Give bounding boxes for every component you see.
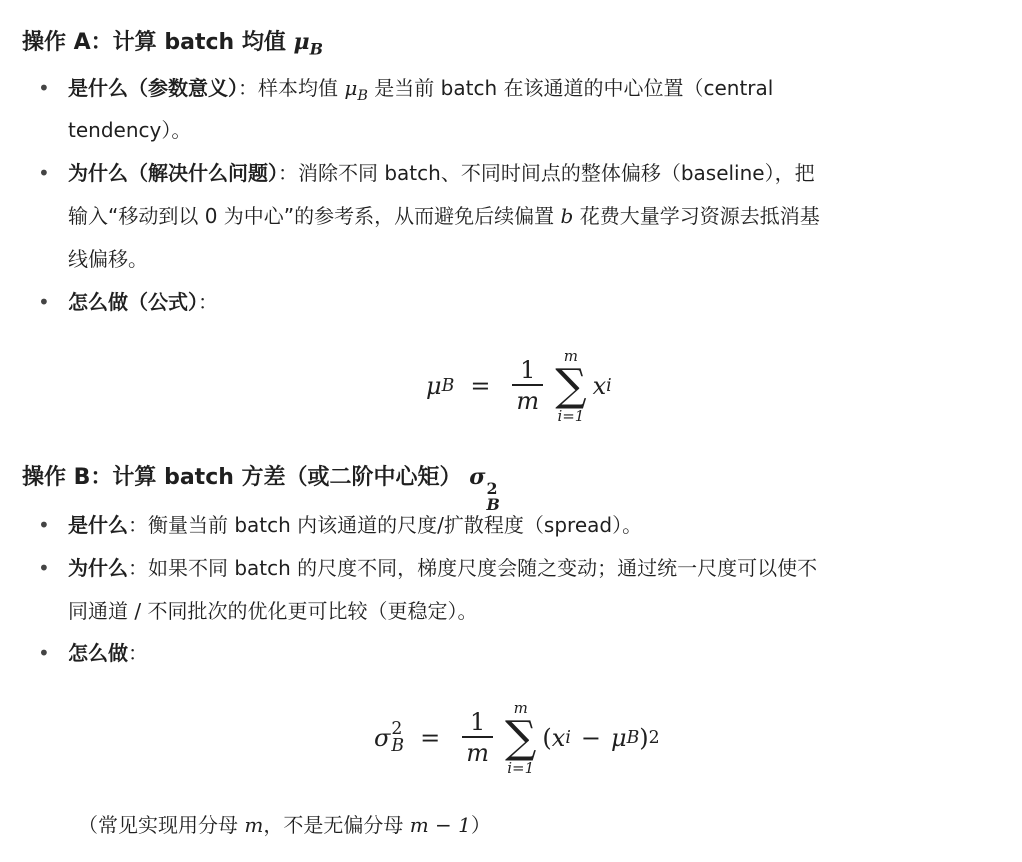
a-why-label: 为什么（解决什么问题） — [68, 161, 278, 185]
sigma-symbol: σ — [469, 464, 486, 490]
bullet: • — [38, 290, 50, 314]
b-how-label: 怎么做 — [68, 641, 128, 665]
fraction: $\frac{1}{m}$ — [462, 708, 493, 768]
section-a-heading-text: 操作 A：计算 batch 均值 — [22, 30, 286, 55]
a-what-line-2: tendency）。 — [68, 118, 192, 142]
mu-subscript: B — [309, 39, 323, 59]
bullet: • — [38, 76, 50, 100]
summation: m ∑ i=1 — [555, 347, 587, 425]
variance-formula: σ 2 B = $\frac{1}{m}$ m ∑ i=1 ( x i − μ B ) 2 — [374, 699, 660, 777]
sigma-symbol: ∑ — [555, 360, 587, 411]
fraction: $\frac{1}{m}$ — [512, 356, 543, 416]
bullet: • — [38, 641, 50, 665]
a-why-line-1: 为什么（解决什么问题）：消除不同 batch、不同时间点的整体偏移（baseline），把 — [68, 161, 815, 185]
b-why-line-2: 同通道 / 不同批次的优化更可比较（更稳定）。 — [68, 599, 478, 623]
summation: m ∑ i=1 — [504, 699, 537, 777]
section-a-heading — [22, 26, 323, 66]
b-how-line: 怎么做： — [68, 641, 148, 665]
a-what-label: 是什么（参数意义） — [68, 76, 238, 100]
b-what-label: 是什么 — [68, 513, 128, 537]
sigma-symbol: ∑ — [504, 712, 537, 763]
mu-symbol: μ — [293, 29, 310, 55]
section-b-heading: 操作 B：计算 batch 方差（或二阶中心矩） σ 2 B — [22, 464, 500, 514]
implementation-note: （常见实现用分母 m，不是无偏分母 m − 1） — [78, 813, 491, 837]
bullet: • — [38, 556, 50, 580]
mean-formula: μ B = $\frac{1}{m}$ m ∑ i=1 x i — [426, 347, 612, 425]
a-why-line-2: 输入“移动到以 0 为中心”的参考系，从而避免后续偏置 b 花费大量学习资源去抵消基 — [68, 204, 820, 228]
a-how-line: 怎么做（公式）： — [68, 290, 218, 314]
b-what-line: 是什么：衡量当前 batch 内该通道的尺度/扩散程度（spread）。 — [68, 513, 643, 537]
bullet: • — [38, 513, 50, 537]
a-why-line-3: 线偏移。 — [68, 247, 148, 271]
a-how-label: 怎么做（公式） — [68, 290, 198, 314]
bullet: • — [38, 161, 50, 185]
a-what-line-1: 是什么（参数意义）：样本均值 $\mu_B$ 是当前 batch 在该通道的中心位置（central — [68, 76, 774, 105]
section-b-heading-text: 操作 B：计算 batch 方差（或二阶中心矩） — [22, 465, 462, 490]
b-why-line-1: 为什么：如果不同 batch 的尺度不同，梯度尺度会随之变动；通过统一尺度可以使不 — [68, 556, 818, 580]
b-why-label: 为什么 — [68, 556, 128, 580]
